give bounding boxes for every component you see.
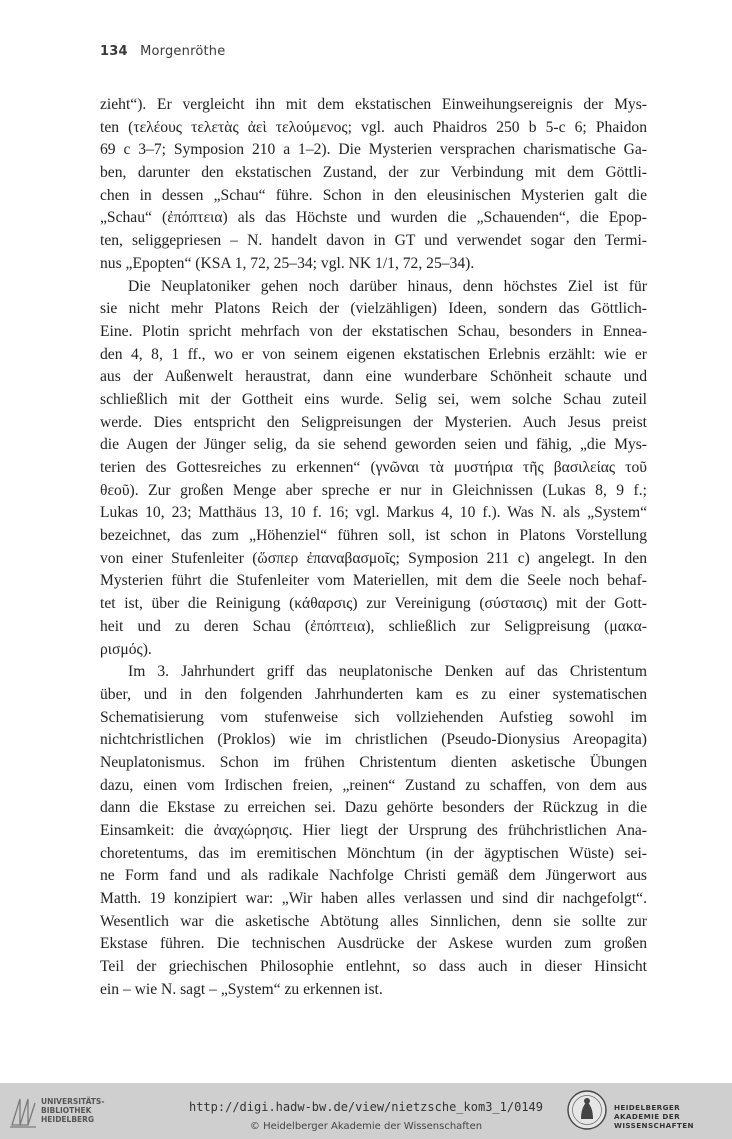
text-line: über, und in den folgenden Jahrhunderten kam es zu einer systematischen [100, 685, 647, 703]
text-line: bezeichnet, das zum „Höhenziel“ führen soll, ist schon in Platons Vorstellung [100, 527, 647, 545]
academy-logo [566, 1089, 728, 1133]
text-line: schließlich mit der Gottheit eins wurde. Selig sei, wem solche Schau zuteil [100, 390, 647, 408]
running-title: Morgenröthe [140, 44, 226, 59]
text-line: Einsamkeit: die ἀναχώρησις. Hier liegt der Ursprung des frühchristlichen Ana- [100, 822, 647, 839]
text-line: Lukas 10, 23; Matthäus 13, 10 f. 16; vgl. Markus 4, 10 f.). Was N. als „System“ [100, 504, 647, 522]
library-logo-text: UNIVERSITÄTS- BIBLIOTHEK HEIDELBERG [41, 1097, 105, 1124]
text-line: werde. Dies entspricht den Seligpreisungen der Mysterien. Auch Jesus preist [100, 413, 647, 431]
text-line: ne Form fand und als radikale Nachfolge Christi gemäß dem Jüngerwort aus [100, 867, 647, 885]
text-line: nichtchristlichen (Proklos) wie im christlichen (Pseudo-Dionysius Areopagita) [100, 731, 647, 749]
text-line: aus der Außenwelt heraustrat, dann eine wunderbare Schönheit schaute und [100, 368, 647, 386]
text-line: Matth. 19 konzipiert war: „Wir haben alles verlassen und sind dir nachgefolgt“. [100, 890, 647, 908]
text-line: von einer Stufenleiter (ὥσπερ ἐπαναβασμοῖς; Symposion 211 c) angelegt. In den [100, 549, 647, 567]
text-line: tet ist, über die Reinigung (κάθαρσις) zur Vereinigung (σύστασις) mit der Gott- [100, 595, 647, 613]
text-line: Wesentlich war die asketische Abtötung alles Sinnlichen, denn sie sollte zur [100, 912, 647, 930]
text-line: terien des Gottesreiches zu erkennen“ (γνῶναι τὰ μυστήρια τῆς βασιλείας τοῦ [100, 459, 647, 476]
text-line: Teil der griechischen Philosophie entlehnt, so dass auch in dieser Hinsicht [100, 958, 647, 976]
source-url-link[interactable]: http://digi.hadw-bw.de/view/nietzsche_kom3_1/0149 [188, 1100, 543, 1114]
body-text [100, 94, 647, 1002]
text-line: θεοῦ). Zur großen Menge aber spreche er nur in Gleichnissen (Lukas 8, 9 f.; [100, 481, 647, 499]
text-line: heit und zu deren Schau (ἐπόπτεια), schließlich zur Seligpreisung (μακα- [100, 617, 647, 635]
text-line: den 4, 8, 1 ff., wo er von seinem eigenen ekstatischen Erlebnis erzählt: wie er [100, 345, 647, 363]
running-header [100, 44, 225, 59]
text-line: „Schau“ (ἐπόπτεια) als das Höchste und wurden die „Schauenden“, die Epop- [100, 209, 647, 227]
text-line: ein – wie N. sagt – „System“ zu erkennen ist. [100, 980, 383, 998]
text-line: Mysterien führt die Stufenleiter vom Materiellen, mit dem die Seele noch behaf- [100, 572, 647, 590]
text-line: Schematisierung vom stufenweise sich vollziehenden Aufstieg sowohl im [100, 708, 647, 726]
text-line: sie nicht mehr Platons Reich der (vielzähligen) Ideen, sondern das Göttlich- [100, 300, 647, 318]
text-line: Im 3. Jahrhundert griff das neuplatonische Denken auf das Christentum [128, 663, 647, 681]
text-line: 69 c 3–7; Symposion 210 a 1–2). Die Mysterien versprachen charismatische Ga- [100, 141, 647, 159]
text-line: ten, seliggepriesen – N. handelt davon in GT und verwendet sogar den Termi- [100, 232, 647, 250]
copyright-notice: © Heidelberger Akademie der Wissenschaften [249, 1121, 483, 1132]
text-line: Die Neuplatoniker gehen noch darüber hinaus, denn höchstes Ziel ist für [128, 277, 647, 295]
text-line: ben, darunter den ekstatischen Zustand, der zur Verbindung mit dem Göttli- [100, 164, 647, 182]
text-line: ρισμός). [100, 640, 152, 658]
page-number: 134 [100, 44, 128, 59]
text-line: zieht“). Er vergleicht ihn mit dem ekstatischen Einweihungsereignis der Mys- [100, 96, 647, 113]
text-line: Ekstase führen. Die technischen Ausdrücke der Askese wurden zum großen [100, 935, 647, 953]
text-line: choretentums, das im eremitischen Mönchtum (in der ägyptischen Wüste) sei- [100, 844, 647, 862]
text-line: Neuplatonismus. Schon im frühen Christentum dienten asketische Übungen [100, 753, 647, 771]
text-line: nus „Epopten“ (KSA 1, 72, 25–34; vgl. NK 1/1, 72, 25–34). [100, 254, 475, 272]
text-line: die Augen der Jünger selig, da sie sehend geworden seien und fähig, „die Mys- [100, 436, 647, 454]
text-line: dann die Ekstase zu erreichen sei. Dazu gehörte besonders der Rückzug in die [100, 799, 647, 817]
text-line: ten (τελέους τελετὰς ἀεὶ τελούμενος; vgl. auch Phaidros 250 b 5-c 6; Phaidon [100, 118, 647, 136]
footer-bar [0, 1083, 732, 1139]
academy-logo-text: HEIDELBERGER AKADEMIE DER WISSENSCHAFTEN [614, 1103, 694, 1130]
text-line: Eine. Plotin spricht mehrfach von der ekstatischen Schau, besonders in Ennea- [100, 322, 647, 340]
text-line: chen in dessen „Schau“ führe. Schon in den eleusinischen Mysterien galt die [100, 186, 647, 204]
text-line: dazu, einen vom Irdischen freien, „reinen“ Zustand zu schaffen, von dem aus [100, 776, 647, 794]
academy-seal-icon [566, 1089, 608, 1131]
